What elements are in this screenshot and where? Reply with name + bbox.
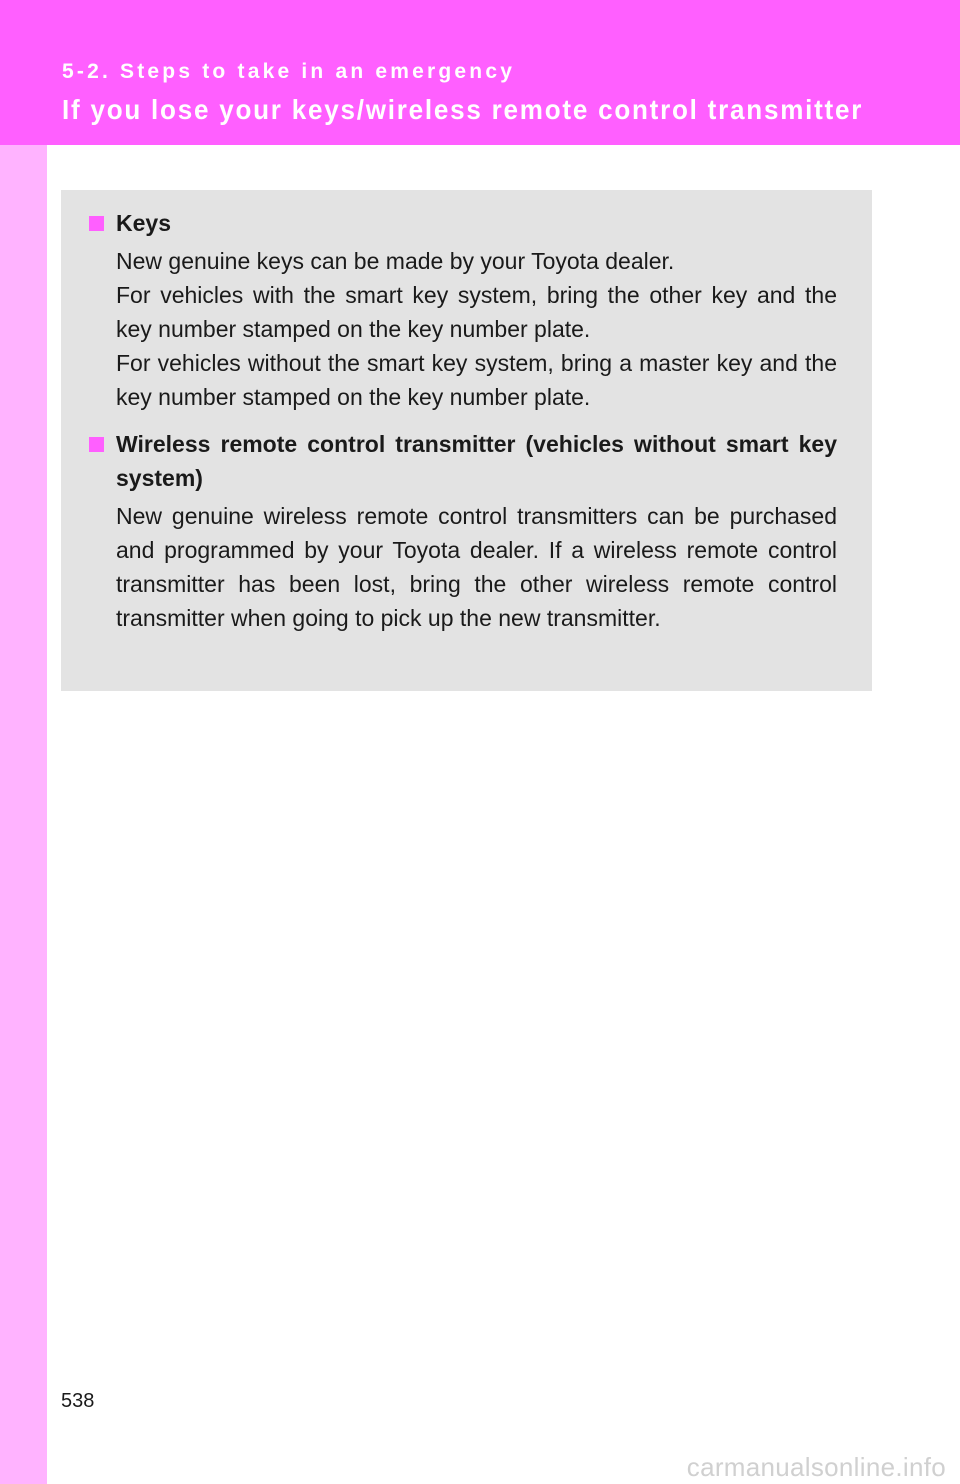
side-strip [0, 145, 47, 1484]
section-label: 5-2. Steps to take in an emergency [62, 60, 516, 83]
item-heading: Wireless remote control transmitter (vehicles without smart key system) [116, 431, 837, 491]
item-heading: Keys [116, 210, 171, 236]
watermark: carmanualsonline.info [686, 1452, 946, 1482]
info-item-wireless-transmitter [89, 433, 837, 635]
square-bullet-icon [89, 437, 104, 452]
item-paragraph: For vehicles without the smart key system, bring a master key and the key number stamped on the key number plate. [116, 350, 837, 410]
info-item-keys [89, 212, 837, 414]
page-number: 538 [61, 1390, 95, 1412]
item-paragraph: New genuine wireless remote control transmitters can be purchased and programmed by your Toyota dealer. If a wireless remote control transmitter has been lost, bring the other wireless remote control transmitter when going to pick up the new transmitter. [116, 503, 837, 631]
page-header [0, 0, 960, 145]
item-paragraph: For vehicles with the smart key system, bring the other key and the key number stamped on the key number plate. [116, 282, 837, 342]
info-box [61, 190, 872, 691]
page-title: If you lose your keys/wireless remote control transmitter [62, 94, 864, 125]
square-bullet-icon [89, 216, 104, 231]
item-paragraph: New genuine keys can be made by your Toyota dealer. [116, 248, 675, 274]
